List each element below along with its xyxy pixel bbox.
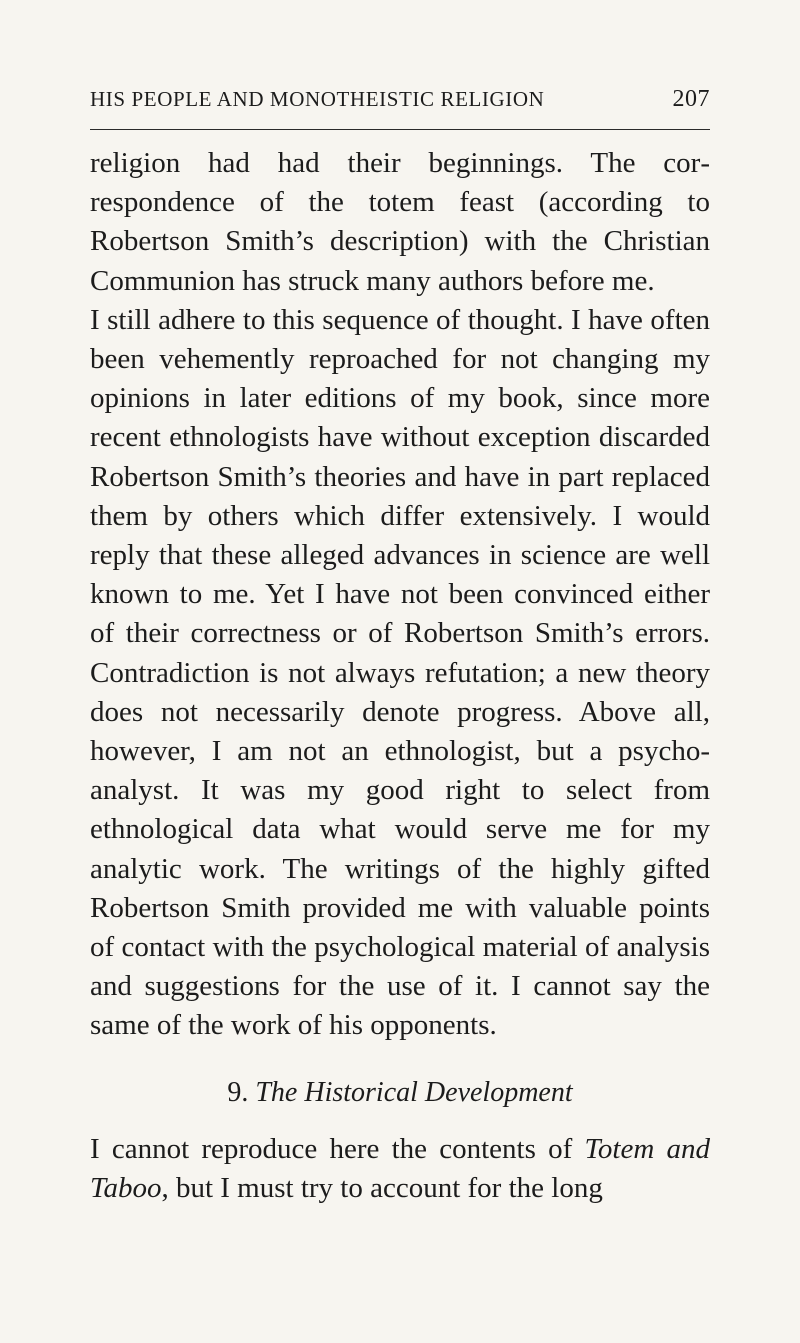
- section-title: The Historical Development: [255, 1076, 573, 1108]
- section-number: 9.: [227, 1076, 249, 1108]
- running-head: [90, 86, 710, 120]
- book-title-italic: Totem and Taboo: [90, 1132, 710, 1204]
- body-text: [90, 144, 710, 1208]
- paragraph: [90, 1130, 710, 1208]
- paragraph-continued: religion had had their beginnings. The correspondence of the totem feast (according to Robertson Smith’s description) with the Christian Communion has struck many authors before me.: [90, 147, 710, 297]
- section-heading: [90, 1073, 710, 1112]
- paragraph-text: , but I must try to account for the long: [161, 1171, 603, 1204]
- paragraph: I still adhere to this sequence of thought. I have often been vehemently reproached for not changing my opinions in later editions of my book, since more recent ethnologists have without exception discarded Robertson Smith’s theories and have in part replaced them by others which differ extensively. I would reply that these alleged advances in science are well known to me. Yet I have not been convinced either of their correctness or of Robertson Smith’s errors. Contradiction is not always refutation; a new theory does not necessarily denote progress. Above all, however, I am not an ethnologist, but a psychoanalyst. It was my good right to select from ethnological data what would serve me for my analytic work. The writings of the highly gifted Robertson Smith provided me with valuable points of contact with the psychological material of analysis and suggestions for the use of it. I cannot say the same of the work of his opponents.: [90, 303, 710, 1042]
- header-rule: [90, 129, 710, 130]
- page-number: 207: [672, 86, 710, 112]
- running-head-title: HIS PEOPLE AND MONOTHEISTIC RELIGION: [90, 87, 545, 111]
- paragraph-text: I cannot reproduce here the contents of: [90, 1132, 585, 1165]
